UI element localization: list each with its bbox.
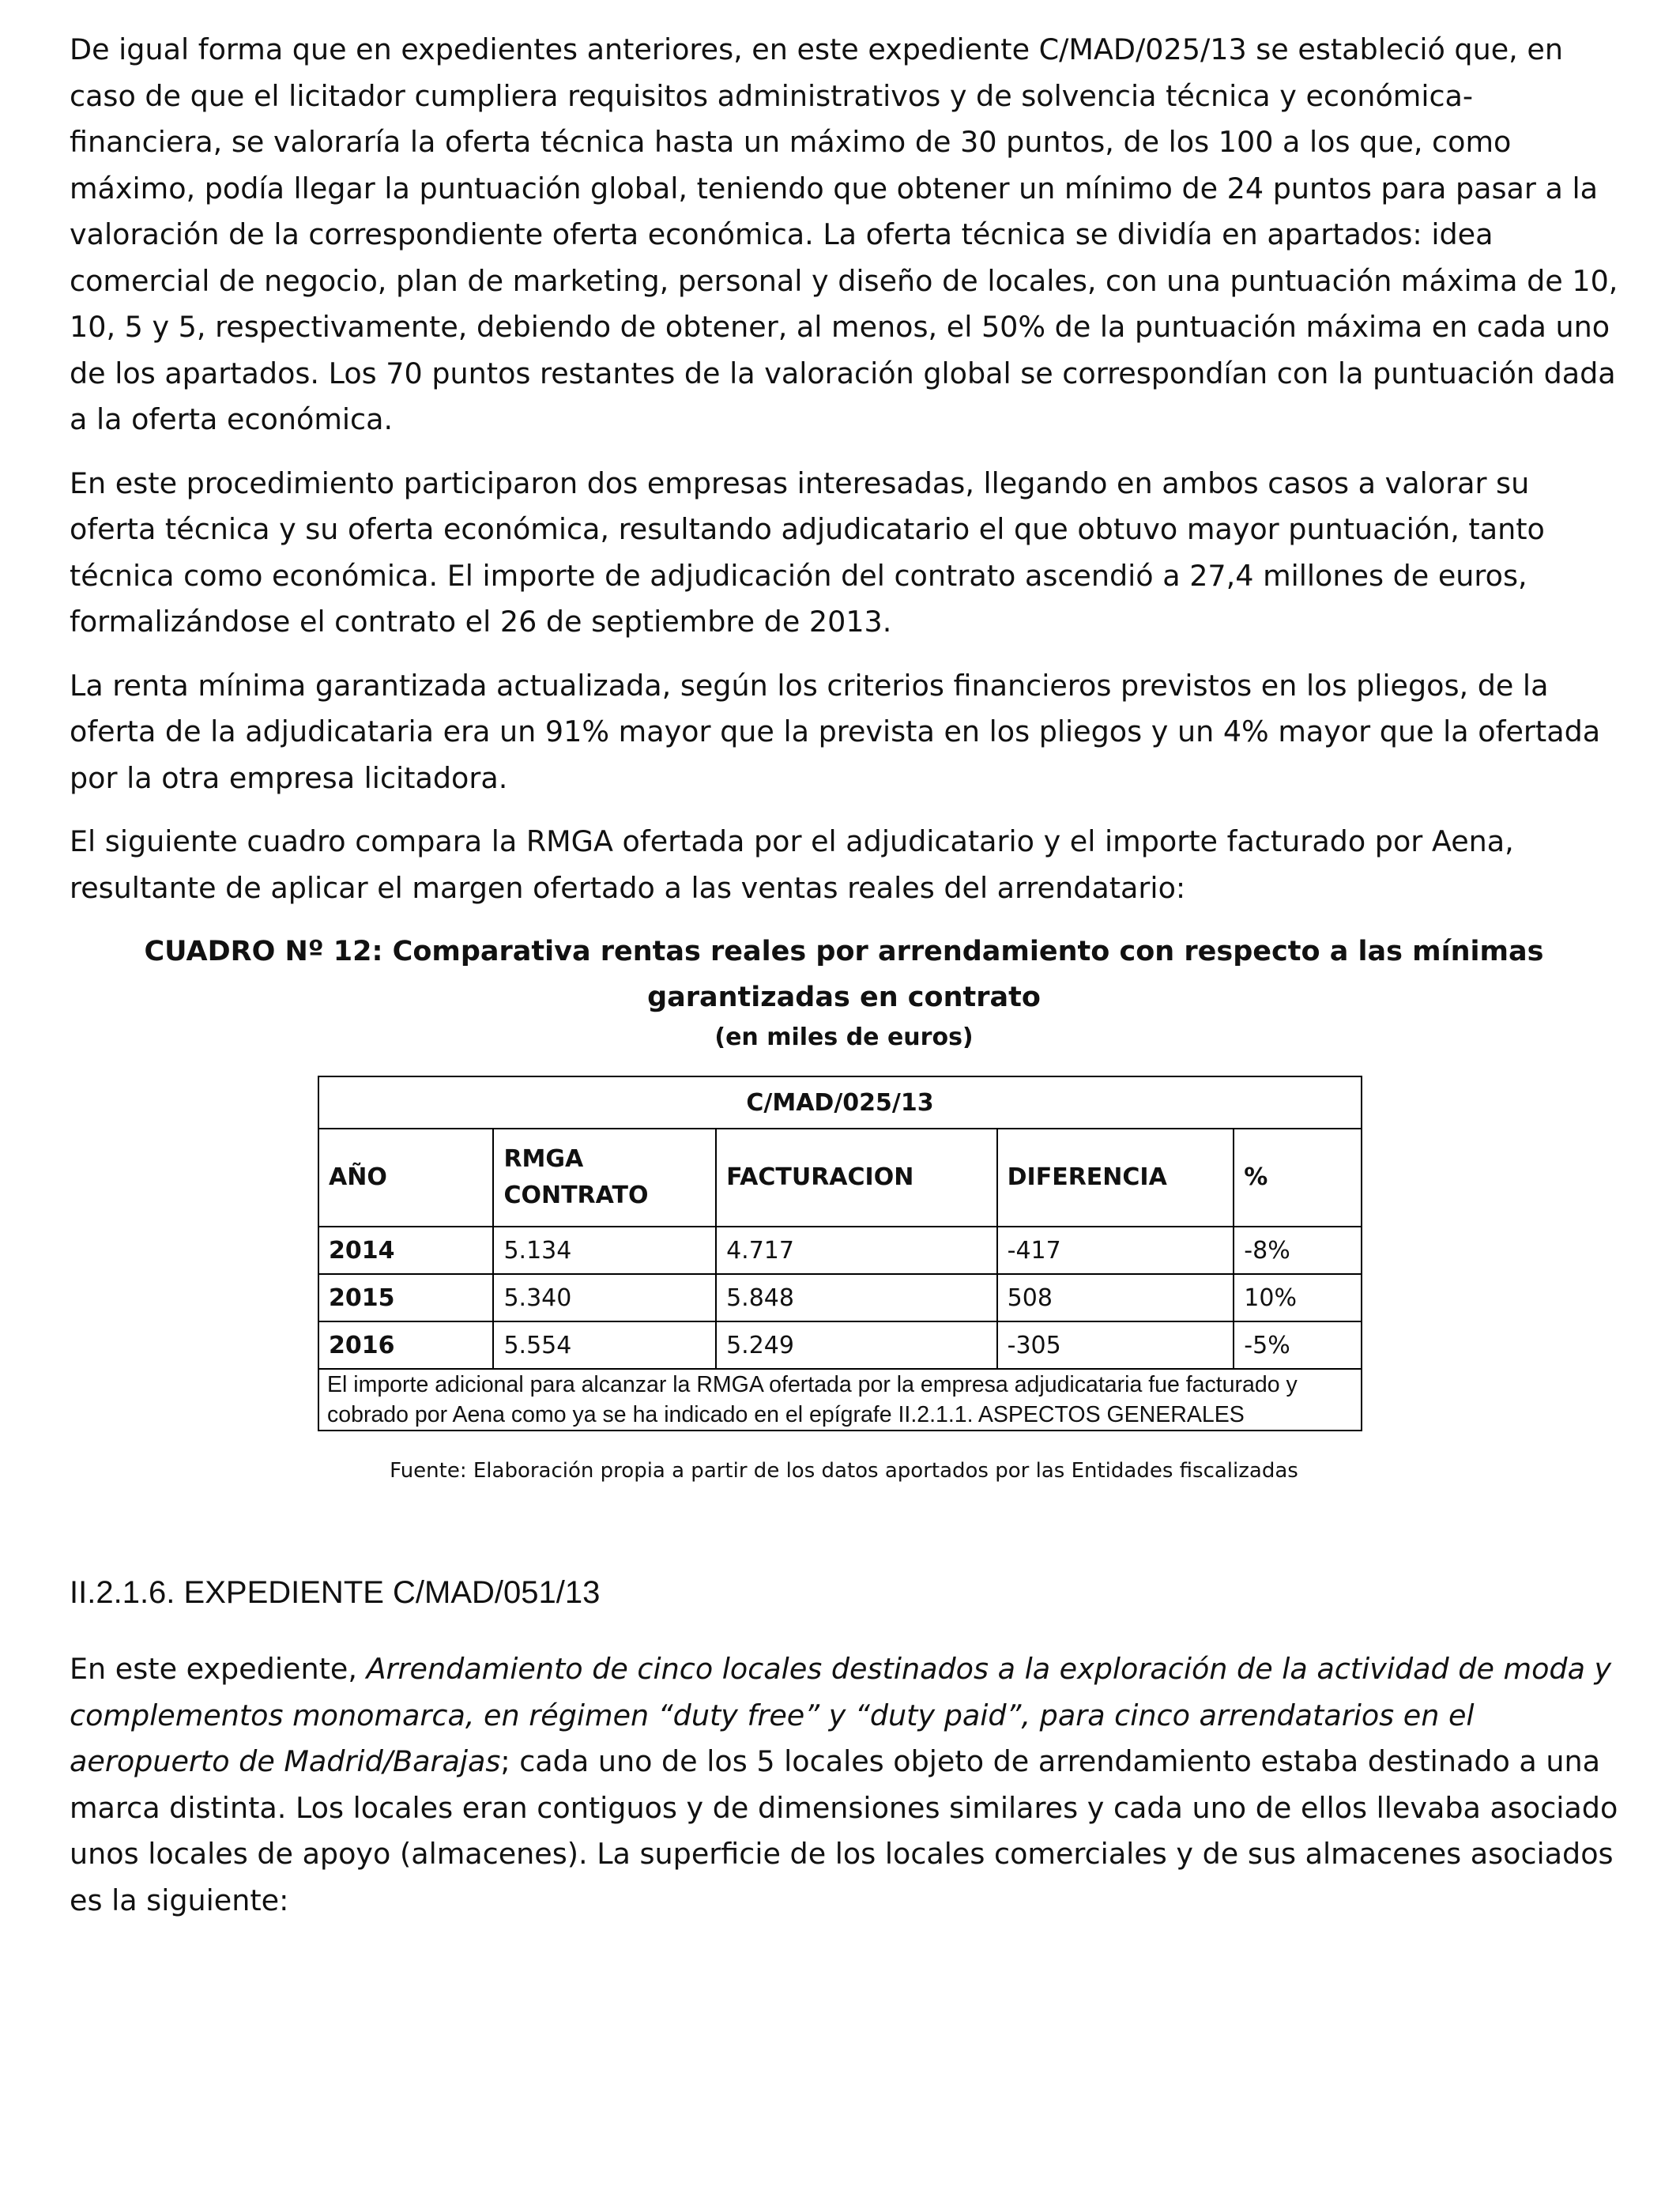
paragraph-expediente-051: [70, 1646, 1618, 1924]
document-page: [70, 27, 1618, 1941]
header-percent: %: [1234, 1129, 1362, 1227]
cell-difference: 508: [997, 1274, 1234, 1321]
cell-year: 2015: [318, 1274, 493, 1321]
cell-billing: 4.717: [716, 1227, 997, 1274]
table-note-row: [318, 1369, 1362, 1431]
paragraph-lead: En este expediente,: [70, 1652, 367, 1686]
cell-percent: -8%: [1234, 1227, 1362, 1274]
paragraph-rest: ; cada uno de los 5 locales objeto de arrendamiento estaba destinado a una marca distinta. Los locales eran contiguos y de dimensiones similares y cada uno de ellos llevaba asociado unos locales de apoyo (almacenes). La superficie de los locales comerciales y de sus almacenes asociados es la siguiente:: [70, 1744, 1618, 1917]
paragraph-procedure: En este procedimiento participaron dos empresas interesadas, llegando en ambos casos a valorar su oferta técnica y su oferta económica, resultando adjudicatario el que obtuvo mayor puntuación, tanto técnica como económica. El importe de adjudicación del contrato ascendió a 27,4 millones de euros, formalizándose el contrato el 26 de septiembre de 2013.: [70, 466, 1545, 639]
table-row: [318, 1227, 1362, 1274]
header-rmga: RMGA CONTRATO: [493, 1129, 716, 1227]
cell-rmga: 5.554: [493, 1321, 716, 1369]
cell-billing: 5.848: [716, 1274, 997, 1321]
cell-year: 2016: [318, 1321, 493, 1369]
rent-comparison-table: [318, 1076, 1362, 1431]
table-source: Fuente: Elaboración propia a partir de los datos aportados por las Entidades fiscalizadas: [390, 1459, 1298, 1483]
table-header-row: [318, 1129, 1362, 1227]
paragraph-technical-offer: De igual forma que en expedientes anteriores, en este expediente C/MAD/025/13 se estableció que, en caso de que el licitador cumpliera requisitos administrativos y de solvencia técnica y económica-financiera, se valoraría la oferta técnica hasta un máximo de 30 puntos, de los 100 a los que, como máximo, podía llegar la puntuación global, teniendo que obtener un mínimo de 24 puntos para pasar a la valoración de la correspondiente oferta económica. La oferta técnica se dividía en apartados: idea comercial de negocio, plan de marketing, personal y diseño de locales, con una puntuación máxima de 10, 10, 5 y 5, respectivamente, debiendo de obtener, al menos, el 50% de la puntuación máxima en cada uno de los apartados. Los 70 puntos restantes de la valoración global se correspondían con la puntuación dada a la oferta económica.: [70, 32, 1618, 436]
table-units: (en miles de euros): [714, 1023, 974, 1051]
contract-title: Arrendamiento de cinco locales destinados a la exploración de la actividad de moda y complementos monomarca, en régimen “duty free” y “duty paid”, para cinco arrendatarios en el aeropuerto de Madrid/Barajas: [70, 1652, 1612, 1778]
cell-billing: 5.249: [716, 1321, 997, 1369]
cell-year: 2014: [318, 1227, 493, 1274]
header-difference: DIFERENCIA: [997, 1129, 1234, 1227]
table-title-row: [318, 1076, 1362, 1129]
table-row: [318, 1274, 1362, 1321]
paragraph-minimum-rent: La renta mínima garantizada actualizada, según los criterios financieros previstos en los pliegos, de la oferta de la adjudicataria era un 91% mayor que la prevista en los pliegos y un 4% mayor que la ofertada por la otra empresa licitadora.: [70, 668, 1601, 795]
cell-percent: 10%: [1234, 1274, 1362, 1321]
cell-difference: -305: [997, 1321, 1234, 1369]
paragraph-table-intro: El siguiente cuadro compara la RMGA ofertada por el adjudicatario y el importe facturado por Aena, resultante de aplicar el margen ofertado a las ventas reales del arrendatario:: [70, 824, 1514, 905]
cell-difference: -417: [997, 1227, 1234, 1274]
table-note: El importe adicional para alcanzar la RMGA ofertada por la empresa adjudicataria fue facturado y cobrado por Aena como ya se ha indicado en el epígrafe II.2.1.1. ASPECTOS GENERALES: [318, 1369, 1362, 1431]
section-heading: II.2.1.6. EXPEDIENTE C/MAD/051/13: [70, 1575, 601, 1610]
table-row: [318, 1321, 1362, 1369]
header-year: AÑO: [318, 1129, 493, 1227]
table-title: C/MAD/025/13: [318, 1076, 1362, 1129]
table-caption: CUADRO Nº 12: Comparativa rentas reales por arrendamiento con respecto a las mínimas garantizadas en contrato: [144, 936, 1544, 1013]
cell-rmga: 5.340: [493, 1274, 716, 1321]
cell-percent: -5%: [1234, 1321, 1362, 1369]
cell-rmga: 5.134: [493, 1227, 716, 1274]
header-billing: FACTURACION: [716, 1129, 997, 1227]
